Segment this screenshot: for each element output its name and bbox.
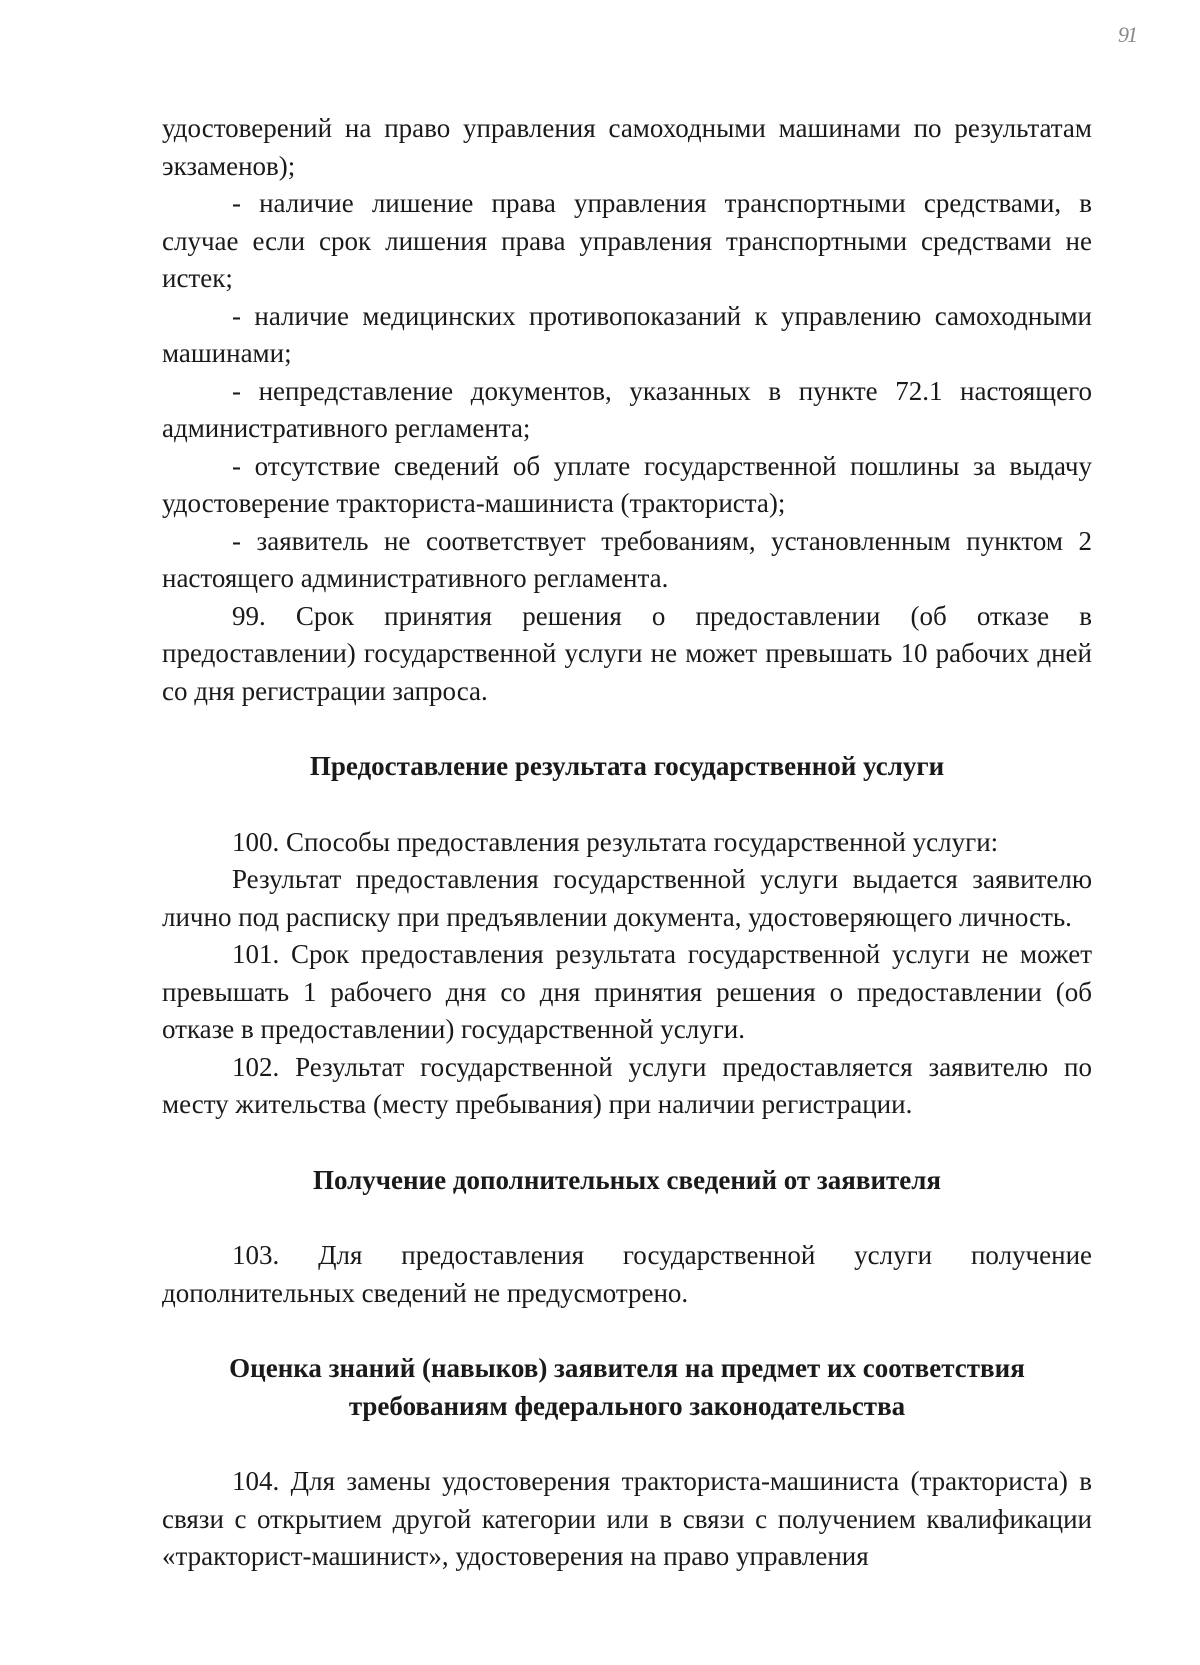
page-number-mark: 91 <box>1118 22 1136 47</box>
section-heading-line: Оценка знаний (навыков) заявителя на предмет их соответствия <box>229 1353 1025 1383</box>
section-heading-line: требованиям федерального законодательства <box>348 1390 906 1421</box>
paragraph: 102. Результат государственной услуги предоставляется заявителю по месту жительства (месту пребывания) при наличии регистрации. <box>162 1051 1092 1119</box>
document-body <box>162 110 1092 1576</box>
paragraph: 100. Способы предоставления результата государственной услуги: <box>232 826 999 857</box>
paragraph: - заявитель не соответствует требованиям, установленным пунктом 2 настоящего административного регламента. <box>162 525 1092 593</box>
paragraph: 101. Срок предоставления результата государственной услуги не может превышать 1 рабочего дня со дня принятия решения о предоставлении (об отказе в предоставлении) государственной услуги. <box>162 939 1092 1044</box>
paragraph: удостоверений на право управления самоходными машинами по результатам экзаменов); <box>162 113 1092 181</box>
section-heading: Получение дополнительных сведений от заявителя <box>312 1164 942 1195</box>
paragraph: - наличие лишение права управления транспортными средствами, в случае если срок лишения права управления транспортными средствами не истек; <box>162 188 1092 293</box>
paragraph: - наличие медицинских противопоказаний к управлению самоходными машинами; <box>162 300 1092 368</box>
section-heading-block <box>162 1350 1092 1425</box>
paragraph: 104. Для замены удостоверения тракториста-машиниста (тракториста) в связи с открытием другой категории или в связи с получением квалификации «тракторист-машинист», удостоверения на право управления <box>162 1466 1092 1571</box>
paragraph: - отсутствие сведений об уплате государственной пошлины за выдачу удостоверение тракториста-машиниста (тракториста); <box>162 450 1092 518</box>
paragraph: 103. Для предоставления государственной услуги получение дополнительных сведений не предусмотрено. <box>162 1240 1092 1308</box>
paragraph: 99. Срок принятия решения о предоставлении (об отказе в предоставлении) государственной услуги не может превышать 10 рабочих дней со дня регистрации запроса. <box>162 600 1092 706</box>
paragraph: - непредставление документов, указанных в пункте 72.1 настоящего административного регламента; <box>162 375 1092 443</box>
paragraph: Результат предоставления государственной услуги выдается заявителю лично под расписку при предъявлении документа, удостоверяющего личность. <box>162 864 1092 932</box>
section-heading: Предоставление результата государственной услуги <box>309 751 945 781</box>
